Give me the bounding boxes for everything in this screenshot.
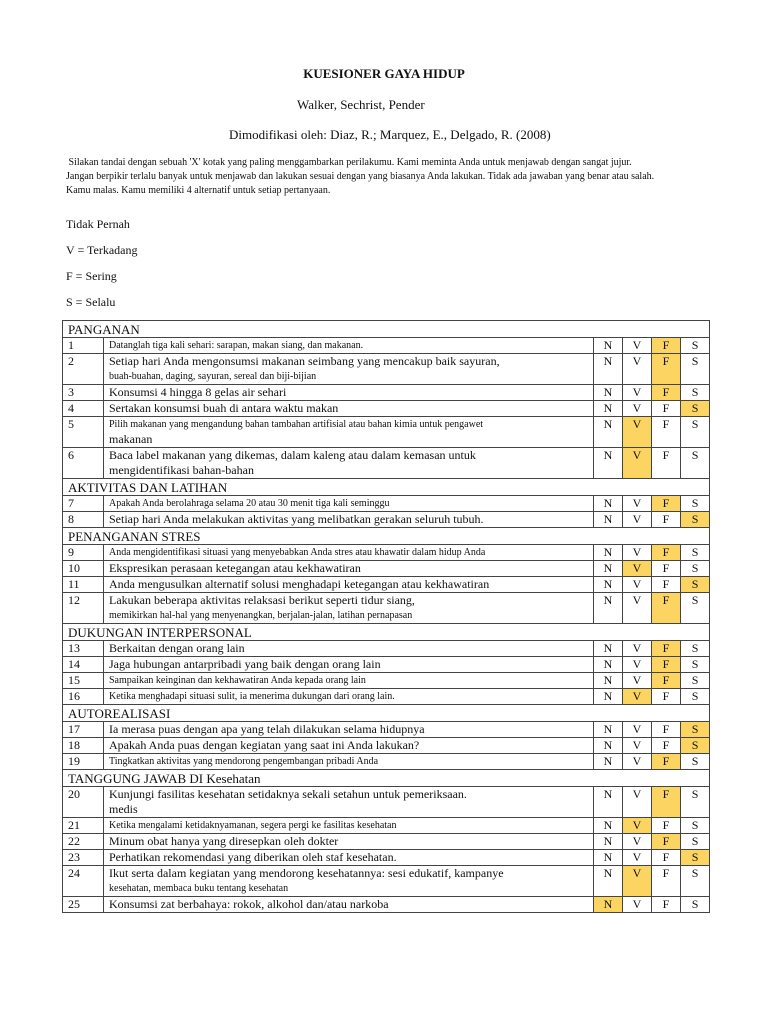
legend-never: Tidak Pernah [66, 217, 130, 231]
question-text [104, 561, 594, 577]
option-v-cell[interactable]: V [623, 593, 652, 624]
question-text-line: Ketika menghadapi situasi sulit, ia menerima dukungan dari orang lain. [109, 691, 395, 702]
question-row [63, 754, 710, 770]
option-v-cell[interactable]: V [623, 897, 652, 913]
question-text [104, 834, 594, 850]
question-text [104, 354, 594, 385]
option-n-cell[interactable]: N [594, 545, 623, 561]
option-n-cell[interactable]: N [594, 722, 623, 738]
section-title: AKTIVITAS DAN LATIHAN [63, 479, 710, 496]
option-v-cell[interactable]: V [623, 657, 652, 673]
question-text-line: Baca label makanan yang dikemas, dalam kaleng atau dalam kemasan untuk [109, 448, 476, 462]
option-s-cell[interactable]: S [681, 673, 710, 689]
question-row [63, 897, 710, 913]
option-v-cell[interactable]: V [623, 577, 652, 593]
question-text-line: Jaga hubungan antarpribadi yang baik dengan orang lain [109, 657, 381, 671]
section-row [63, 705, 710, 722]
section-row [63, 528, 710, 545]
option-n-cell[interactable]: N [594, 354, 623, 385]
question-text-line: Anda mengidentifikasi situasi yang menyebabkan Anda stres atau khawatir dalam hidup Anda [109, 547, 486, 558]
question-row [63, 689, 710, 705]
question-number: 25 [63, 897, 104, 913]
option-f-cell[interactable]: F [652, 577, 681, 593]
question-row [63, 866, 710, 897]
option-s-cell[interactable]: S [681, 338, 710, 354]
question-text [104, 593, 594, 624]
section-title: PANGANAN [63, 321, 710, 338]
question-text-line: memikirkan hal-hal yang menyenangkan, berjalan-jalan, latihan pernapasan [109, 610, 413, 621]
question-text-line: makanan [109, 432, 153, 446]
option-n-cell[interactable]: N [594, 818, 623, 834]
option-f-cell[interactable]: F [652, 338, 681, 354]
question-text-line: Sertakan konsumsi buah di antara waktu makan [109, 401, 339, 415]
option-f-cell[interactable]: F [652, 866, 681, 897]
option-f-cell[interactable]: F [652, 689, 681, 705]
question-text-line: kesehatan, membaca buku tentang kesehatan [109, 883, 289, 894]
question-text-line: Sampaikan keinginan dan kekhawatiran Anda kepada orang lain [109, 675, 366, 686]
option-n-cell[interactable]: N [594, 401, 623, 417]
question-text-line: Konsumsi 4 hingga 8 gelas air sehari [109, 385, 287, 399]
option-f-cell[interactable]: F [652, 448, 681, 479]
option-n-cell[interactable]: N [594, 657, 623, 673]
question-text [104, 866, 594, 897]
question-number: 17 [63, 722, 104, 738]
page-title: KUESIONER GAYA HIDUP [303, 66, 465, 81]
option-n-cell[interactable]: N [594, 641, 623, 657]
option-f-cell[interactable]: F [652, 401, 681, 417]
question-number: 7 [63, 496, 104, 512]
option-n-cell[interactable]: N [594, 561, 623, 577]
option-v-cell[interactable]: V [623, 561, 652, 577]
question-row [63, 834, 710, 850]
option-n-cell[interactable]: N [594, 866, 623, 897]
question-text [104, 657, 594, 673]
option-s-cell[interactable]: S [681, 496, 710, 512]
option-s-cell[interactable]: S [681, 754, 710, 770]
option-s-cell[interactable]: S [681, 385, 710, 401]
legend-always: S = Selalu [66, 295, 116, 309]
question-text [104, 496, 594, 512]
question-row [63, 417, 710, 448]
option-s-cell[interactable]: S [681, 401, 710, 417]
option-n-cell[interactable]: N [594, 689, 623, 705]
option-s-cell[interactable]: S [681, 866, 710, 897]
option-f-cell[interactable]: F [652, 545, 681, 561]
question-text [104, 338, 594, 354]
option-s-cell[interactable]: S [681, 417, 710, 448]
instruction-line-3: Kamu malas. Kamu memiliki 4 alternatif untuk setiap pertanyaan. [66, 185, 331, 196]
option-n-cell[interactable]: N [594, 834, 623, 850]
option-n-cell[interactable]: N [594, 673, 623, 689]
question-row [63, 673, 710, 689]
question-text-line: Datanglah tiga kali sehari: sarapan, makan siang, dan makanan. [109, 340, 364, 351]
option-v-cell[interactable]: V [623, 673, 652, 689]
question-number: 9 [63, 545, 104, 561]
option-v-cell[interactable]: V [623, 354, 652, 385]
option-v-cell[interactable]: V [623, 834, 652, 850]
question-row [63, 577, 710, 593]
question-number: 1 [63, 338, 104, 354]
question-row [63, 561, 710, 577]
question-number: 3 [63, 385, 104, 401]
question-text [104, 689, 594, 705]
question-number: 4 [63, 401, 104, 417]
option-v-cell[interactable]: V [623, 738, 652, 754]
question-text-line: Setiap hari Anda melakukan aktivitas yang melibatkan gerakan seluruh tubuh. [109, 512, 484, 526]
question-text [104, 577, 594, 593]
question-text [104, 722, 594, 738]
option-n-cell[interactable]: N [594, 593, 623, 624]
question-text-line: Berkaitan dengan orang lain [109, 641, 245, 655]
option-v-cell[interactable]: V [623, 545, 652, 561]
question-row [63, 496, 710, 512]
option-f-cell[interactable]: F [652, 738, 681, 754]
option-n-cell[interactable]: N [594, 385, 623, 401]
question-text-line: Perhatikan rekomendasi yang diberikan oleh staf kesehatan. [109, 850, 397, 864]
option-n-cell[interactable]: N [594, 850, 623, 866]
modified-by: Dimodifikasi oleh: Diaz, R.; Marquez, E., Delgado, R. (2008) [229, 127, 551, 142]
question-text-line: Ia merasa puas dengan apa yang telah dilakukan selama hidupnya [109, 722, 425, 736]
option-s-cell[interactable]: S [681, 448, 710, 479]
question-text [104, 738, 594, 754]
legend-often: F = Sering [66, 269, 117, 283]
question-row [63, 722, 710, 738]
option-f-cell[interactable]: F [652, 641, 681, 657]
option-n-cell[interactable]: N [594, 417, 623, 448]
question-text-line: Anda mengusulkan alternatif solusi menghadapi ketegangan atau kekhawatiran [109, 577, 490, 591]
option-f-cell[interactable]: F [652, 897, 681, 913]
question-row [63, 593, 710, 624]
section-title: PENANGANAN STRES [63, 528, 710, 545]
question-text-line: Setiap hari Anda mengonsumsi makanan seimbang yang mencakup baik sayuran, [109, 354, 500, 368]
option-v-cell[interactable]: V [623, 866, 652, 897]
option-s-cell[interactable]: S [681, 561, 710, 577]
question-number: 16 [63, 689, 104, 705]
question-text-line: Minum obat hanya yang diresepkan oleh dokter [109, 834, 339, 848]
section-title: DUKUNGAN INTERPERSONAL [63, 624, 710, 641]
question-text-line: medis [109, 802, 138, 816]
section-row [63, 321, 710, 338]
question-number: 12 [63, 593, 104, 624]
question-text [104, 850, 594, 866]
question-text-line: Pilih makanan yang mengandung bahan tambahan artifisial atau bahan kimia untuk pengawet [109, 419, 484, 430]
option-n-cell[interactable]: N [594, 754, 623, 770]
question-text [104, 818, 594, 834]
option-s-cell[interactable]: S [681, 738, 710, 754]
question-text-line: Kunjungi fasilitas kesehatan setidaknya sekali setahun untuk pemeriksaan. [109, 787, 467, 801]
option-s-cell[interactable]: S [681, 354, 710, 385]
option-f-cell[interactable]: F [652, 512, 681, 528]
question-row [63, 818, 710, 834]
option-f-cell[interactable]: F [652, 850, 681, 866]
option-f-cell[interactable]: F [652, 385, 681, 401]
question-text-line: Apakah Anda puas dengan kegiatan yang saat ini Anda lakukan? [109, 738, 420, 752]
option-s-cell[interactable]: S [681, 545, 710, 561]
option-f-cell[interactable]: F [652, 561, 681, 577]
option-n-cell[interactable]: N [594, 496, 623, 512]
option-v-cell[interactable]: V [623, 448, 652, 479]
option-v-cell[interactable]: V [623, 818, 652, 834]
question-row [63, 338, 710, 354]
question-row [63, 738, 710, 754]
legend-sometimes: V = Terkadang [66, 243, 138, 257]
question-row [63, 354, 710, 385]
option-f-cell[interactable]: F [652, 754, 681, 770]
option-s-cell[interactable]: S [681, 818, 710, 834]
option-s-cell[interactable]: S [681, 593, 710, 624]
question-row [63, 657, 710, 673]
option-v-cell[interactable]: V [623, 754, 652, 770]
option-s-cell[interactable]: S [681, 689, 710, 705]
option-v-cell[interactable]: V [623, 338, 652, 354]
option-n-cell[interactable]: N [594, 448, 623, 479]
question-text-line: buah-buahan, daging, sayuran, sereal dan biji-bijian [109, 371, 317, 382]
option-v-cell[interactable]: V [623, 512, 652, 528]
question-text [104, 897, 594, 913]
option-v-cell[interactable]: V [623, 496, 652, 512]
question-number: 20 [63, 787, 104, 818]
question-text [104, 401, 594, 417]
question-number: 23 [63, 850, 104, 866]
question-text [104, 787, 594, 818]
option-v-cell[interactable]: V [623, 850, 652, 866]
question-number: 11 [63, 577, 104, 593]
question-number: 22 [63, 834, 104, 850]
question-text-line: Konsumsi zat berbahaya: rokok, alkohol dan/atau narkoba [109, 897, 389, 911]
questionnaire-table [62, 320, 710, 913]
option-v-cell[interactable]: V [623, 787, 652, 818]
option-n-cell[interactable]: N [594, 787, 623, 818]
question-number: 18 [63, 738, 104, 754]
question-number: 6 [63, 448, 104, 479]
option-f-cell[interactable]: F [652, 496, 681, 512]
question-row [63, 850, 710, 866]
question-text [104, 545, 594, 561]
option-f-cell[interactable]: F [652, 818, 681, 834]
question-number: 13 [63, 641, 104, 657]
question-text [104, 417, 594, 448]
question-number: 2 [63, 354, 104, 385]
question-number: 19 [63, 754, 104, 770]
option-f-cell[interactable]: F [652, 722, 681, 738]
instruction-line-1: Silakan tandai dengan sebuah 'X' kotak yang paling menggambarkan perilakumu. Kami meminta Anda untuk menjawab dengan sangat jujur. [66, 157, 632, 168]
option-f-cell[interactable]: F [652, 354, 681, 385]
option-v-cell[interactable]: V [623, 689, 652, 705]
question-number: 10 [63, 561, 104, 577]
question-number: 14 [63, 657, 104, 673]
section-row [63, 770, 710, 787]
option-s-cell[interactable]: S [681, 787, 710, 818]
question-row [63, 385, 710, 401]
option-s-cell[interactable]: S [681, 897, 710, 913]
question-text [104, 754, 594, 770]
option-n-cell[interactable]: N [594, 512, 623, 528]
option-s-cell[interactable]: S [681, 657, 710, 673]
instructions [66, 156, 726, 198]
question-number: 15 [63, 673, 104, 689]
question-text-line: Ketika mengalami ketidaknyamanan, segera pergi ke fasilitas kesehatan [109, 820, 397, 831]
option-v-cell[interactable]: V [623, 385, 652, 401]
question-text-line: Tingkatkan aktivitas yang mendorong pengembangan pribadi Anda [109, 756, 379, 767]
question-text-line: Apakah Anda berolahraga selama 20 atau 30 menit tiga kali seminggu [109, 498, 390, 509]
question-row [63, 401, 710, 417]
question-number: 24 [63, 866, 104, 897]
authors: Walker, Sechrist, Pender [297, 97, 425, 112]
option-f-cell[interactable]: F [652, 673, 681, 689]
question-row [63, 641, 710, 657]
section-row [63, 624, 710, 641]
instruction-line-2: Jangan berpikir terlalu banyak untuk menjawab dan lakukan sesuai dengan yang biasanya Anda lakukan. Tidak ada jawaban yang benar atau salah. [66, 171, 655, 182]
option-f-cell[interactable]: F [652, 657, 681, 673]
option-v-cell[interactable]: V [623, 722, 652, 738]
option-v-cell[interactable]: V [623, 417, 652, 448]
option-s-cell[interactable]: S [681, 512, 710, 528]
question-text [104, 673, 594, 689]
option-s-cell[interactable]: S [681, 641, 710, 657]
question-text-line: mengidentifikasi bahan-bahan [109, 463, 254, 477]
option-n-cell[interactable]: N [594, 338, 623, 354]
question-row [63, 512, 710, 528]
question-text-line: Lakukan beberapa aktivitas relaksasi berikut seperti tidur siang, [109, 593, 415, 607]
option-n-cell[interactable]: N [594, 738, 623, 754]
section-title: TANGGUNG JAWAB DI Kesehatan [63, 770, 710, 787]
option-s-cell[interactable]: S [681, 722, 710, 738]
question-row [63, 448, 710, 479]
option-v-cell[interactable]: V [623, 401, 652, 417]
option-v-cell[interactable]: V [623, 641, 652, 657]
option-f-cell[interactable]: F [652, 417, 681, 448]
option-s-cell[interactable]: S [681, 834, 710, 850]
option-s-cell[interactable]: S [681, 850, 710, 866]
option-f-cell[interactable]: F [652, 834, 681, 850]
question-text-line: Ikut serta dalam kegiatan yang mendorong kesehatannya: sesi edukatif, kampanye [109, 866, 504, 880]
question-number: 5 [63, 417, 104, 448]
question-number: 8 [63, 512, 104, 528]
section-row [63, 479, 710, 496]
question-text [104, 641, 594, 657]
question-text-line: Ekspresikan perasaan ketegangan atau kekhawatiran [109, 561, 361, 575]
question-text [104, 448, 594, 479]
question-text [104, 512, 594, 528]
option-f-cell[interactable]: F [652, 787, 681, 818]
question-text [104, 385, 594, 401]
option-s-cell[interactable]: S [681, 577, 710, 593]
option-n-cell[interactable]: N [594, 577, 623, 593]
option-n-cell[interactable]: N [594, 897, 623, 913]
question-number: 21 [63, 818, 104, 834]
section-title: AUTOREALISASI [63, 705, 710, 722]
option-f-cell[interactable]: F [652, 593, 681, 624]
question-row [63, 787, 710, 818]
question-row [63, 545, 710, 561]
